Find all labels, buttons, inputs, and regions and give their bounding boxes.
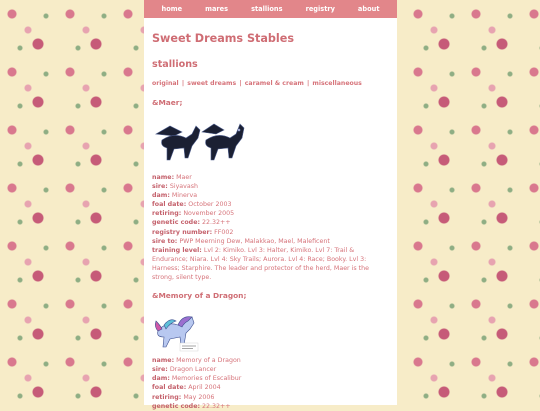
horse-sprites [152, 116, 389, 166]
top-nav [144, 0, 397, 18]
nav-stallions[interactable]: stallions [251, 5, 283, 13]
page-content [144, 18, 397, 411]
info-value: Maer [176, 174, 192, 181]
nav-about[interactable]: about [357, 5, 380, 13]
info-row [152, 173, 389, 182]
horse-info-memory-of-a-dragon [152, 356, 389, 411]
nav-home[interactable]: home [161, 5, 183, 13]
info-row [152, 365, 389, 374]
info-row [152, 246, 389, 282]
info-label: foal date: [152, 384, 187, 392]
info-row [152, 228, 389, 237]
info-value: October 2003 [188, 201, 232, 209]
info-row [152, 237, 389, 246]
info-label: dam: [152, 375, 170, 383]
nav-registry[interactable]: registry [305, 5, 335, 13]
info-value: Siyavash [169, 183, 199, 191]
info-label: sire: [152, 183, 168, 191]
horse-description: The leader and protector of the herd, Maer is the strong, silent type. [152, 264, 370, 282]
horse-sprites [152, 309, 389, 353]
section-title: stallions [152, 59, 198, 70]
info-value: May 2006 [183, 393, 215, 401]
link-caramel-cream[interactable]: caramel & cream [244, 80, 304, 87]
category-links [152, 80, 389, 87]
info-label: genetic code: [152, 402, 200, 410]
link-sweet-dreams[interactable]: sweet dreams [187, 80, 237, 87]
info-label: retiring: [152, 393, 182, 401]
separator: | [181, 80, 185, 87]
info-value: Minerva [171, 192, 198, 200]
info-value: Memories of Escalibur [171, 375, 242, 383]
info-value: FF002 [214, 228, 234, 236]
separator: | [239, 80, 242, 87]
info-label: name: [152, 174, 175, 181]
info-value: Lvl 2: Kimiko. Lvl 3: Halter, Kimiko. Lvl 7: Trail & Endurance; Niara. Lvl 4: Sky Trails; Aurora. Lvl 4: Race; Booky. Lvl 3: Harness; Starphire. [152, 246, 367, 272]
info-value: PWP Meerning Dew, Malakkao, Mael, Maleficent [179, 237, 330, 245]
info-row [152, 383, 389, 392]
entry-title-memory-of-a-dragon: &Memory of a Dragon; [152, 291, 247, 301]
info-row [152, 356, 389, 365]
horse-info-maer [152, 173, 389, 282]
info-row [152, 209, 389, 218]
info-label: genetic code: [152, 219, 200, 227]
info-row [152, 200, 389, 209]
info-value: April 2004 [188, 384, 221, 392]
entry-title-maer: &Maer; [152, 98, 183, 107]
main-panel [144, 0, 397, 410]
info-row [152, 182, 389, 191]
info-value: November 2005 [183, 210, 235, 218]
info-value: 22.32++ [202, 219, 231, 227]
info-label: foal date: [152, 201, 187, 209]
info-label: sire to: [152, 237, 178, 245]
info-row [152, 374, 389, 383]
info-value: Memory of a Dragon [176, 357, 241, 365]
info-label: registry number: [152, 228, 213, 236]
separator: | [306, 80, 310, 87]
info-label: sire: [152, 366, 168, 374]
site-title: Sweet Dreams Stables [152, 32, 295, 45]
link-original[interactable]: original [152, 80, 179, 87]
info-value: 22.32++ [202, 402, 231, 410]
info-label: retiring: [152, 210, 182, 218]
info-label: dam: [152, 192, 170, 200]
info-label: name: [152, 357, 175, 365]
horse-sprite-image [152, 116, 248, 166]
info-row [152, 402, 389, 411]
info-row [152, 191, 389, 200]
info-value: Dragon Lancer [169, 366, 217, 374]
info-row [152, 393, 389, 402]
info-row [152, 218, 389, 227]
info-label: training level: [152, 246, 202, 254]
link-miscellaneous[interactable]: miscellaneous [312, 80, 362, 87]
horse-sprite-image [152, 309, 202, 353]
nav-mares[interactable]: mares [205, 5, 229, 13]
